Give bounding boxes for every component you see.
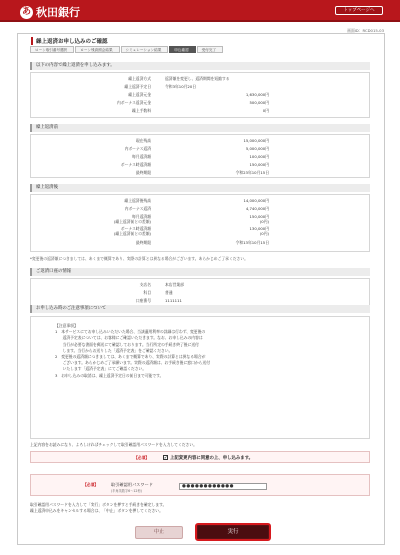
bank-logo[interactable] [20, 4, 80, 20]
step-4-current: 申込確認 [169, 46, 195, 53]
bank-name: 秋田銀行 [36, 6, 80, 19]
row-value: 100,000円 [249, 154, 269, 159]
row-label: 繰上返済後残高 [124, 198, 151, 203]
agree-area [30, 451, 370, 463]
application-heading: 以下の内容で繰上返済を申し込みます。 [30, 62, 370, 70]
row-value: 0円 [262, 108, 269, 113]
row-value: 5,000,000円 [245, 146, 269, 151]
caution-line: 3 お申し込みの取消は、繰上返済予定日の前日まで可能です。 [55, 372, 164, 378]
caution-heading: お申し込み時のご注意事項について [30, 305, 370, 313]
caution-textarea[interactable] [30, 316, 370, 439]
row-value: 本店営業部 [165, 282, 184, 287]
row-label: 毎月返済額 [132, 154, 151, 159]
row-label: 支店名 [139, 282, 151, 287]
row-label: 口座番号 [135, 298, 151, 303]
screen-id: 画面ID：RCD015-03 [347, 28, 384, 33]
caution-line: 2 変更後の返済額につきましては、あくまで概算であり、実際の計算とは異なる場合が [55, 354, 206, 360]
before-table [30, 134, 370, 178]
bank-logo-icon: あ [21, 6, 31, 17]
password-area [30, 474, 370, 496]
row-label: 繰上返済予定日 [124, 84, 151, 89]
estimate-note: *変更後の返済額につきましては、あくまで概算であり、実際の計算とは異なる場合がございます。あらかじめご了承ください。 [30, 256, 248, 261]
row-value: 令和13年10月15日 [235, 240, 269, 245]
row-value: 令和3年10月20日 [165, 84, 197, 89]
account-heading: ご返済口座の情報 [30, 268, 370, 276]
row-label: 内ボーナス返済 [124, 146, 151, 151]
execute-button[interactable] [195, 523, 271, 541]
after-table [30, 194, 370, 252]
row-label: 科目 [143, 290, 151, 295]
row-label: 最終期限 [135, 240, 151, 245]
row-value: 150,000円 [249, 162, 269, 167]
row-label: 内ボーナス返済元金 [116, 100, 151, 105]
row-label: 繰上返済方式 [128, 76, 151, 81]
password-label: 取引確認用パスワード [111, 482, 153, 487]
caution-line: 【注意事項】 [55, 323, 78, 328]
required-badge: 【必須】 [134, 455, 150, 460]
row-value: (0円) [259, 219, 269, 224]
row-value: 普通 [165, 290, 173, 295]
password-hint: (半角英数字6～12桁) [111, 489, 142, 493]
row-value: (0円) [259, 231, 269, 236]
row-value: 150,000円 [249, 214, 269, 219]
step-3: シミュレーション結果 [121, 46, 169, 53]
application-table [30, 72, 370, 118]
caution-line: 1 本サービスにてお申し込みいただいた場合、当該適用利率の詳細は行わず、変更後の [55, 329, 206, 335]
caution-line: 当行が必要な書面を郵送にて確認しております。当行所定の手続き終了後に送付 [55, 341, 199, 347]
footer-note: 繰上返済申込みをキャンセルする場合は、「中止」ボタンを押してください。 [30, 508, 163, 513]
account-table [30, 278, 370, 306]
required-badge: 【必須】 [83, 482, 99, 487]
row-value: 令和23年10月15日 [235, 170, 269, 175]
row-label: 最終期限 [135, 170, 151, 175]
cancel-button[interactable]: 中止 [135, 526, 183, 539]
caution-line: ございます。あらかじめご了承願います。実際の返済額は、お手続き後に窓口から送付 [55, 360, 211, 366]
row-value: 500,000円 [249, 100, 269, 105]
row-value: 返済額を変更し、返済期間を短縮する [165, 76, 230, 81]
caution-line: します。当行からお送りした「返済予定表」をご確認ください。 [55, 347, 173, 353]
row-value: 1,630,000円 [245, 92, 269, 97]
execute-button-label: 実行 [198, 526, 268, 538]
before-heading: 繰上返済前 [30, 124, 370, 132]
row-label: 毎月返済額 [132, 214, 151, 219]
row-label: 繰上返済元金 [128, 92, 151, 97]
header-bar [0, 0, 400, 22]
caution-line: 返済予定表については、お客様にご確認いただきます。なお、お申し込みの内容は [55, 335, 203, 341]
after-heading: 繰上返済後 [30, 184, 370, 192]
caution-line: いたします「返済予定表」にてご確認ください。 [55, 366, 147, 372]
row-label: 繰上手数料 [132, 108, 151, 113]
agree-label[interactable]: 上記変更内容に同意の上、申し込みます。 [170, 456, 254, 461]
password-input[interactable]: ●●●●●●●●●●●● [179, 483, 267, 490]
row-label: 内ボーナス返済 [124, 206, 151, 211]
page-title: 繰上返済お申し込みのご確認 [31, 37, 108, 45]
step-1: ローン取引番号選択 [30, 46, 74, 53]
footer-note: 取引確認用パスワードを入力して「実行」ボタンを押すと手続きを確定します。 [30, 502, 167, 507]
row-value: 130,000円 [249, 226, 269, 231]
row-value: 15,000,000円 [243, 138, 269, 143]
agree-instruction: 上記内容をお読みになり、よろしければチェックして取引確認用パスワードを入力してください。 [30, 442, 197, 447]
row-label: ボーナス時返済額 [120, 162, 151, 167]
row-label: (繰上返済前との差額) [113, 231, 151, 236]
top-page-button[interactable]: トップページへ [335, 6, 383, 15]
row-value: 1111111 [165, 298, 182, 303]
progress-steps [30, 46, 224, 53]
step-5: 受付完了 [197, 46, 223, 53]
agree-checkbox[interactable]: ✔ [164, 455, 168, 460]
row-value: 4,740,000円 [245, 206, 269, 211]
step-2: ローン残高照会結果 [75, 46, 119, 53]
row-label: ボーナス時返済額 [120, 226, 151, 231]
row-label: (繰上返済前との差額) [113, 219, 151, 224]
row-value: 14,000,000円 [243, 198, 269, 203]
row-label: 現在残高 [135, 138, 151, 143]
